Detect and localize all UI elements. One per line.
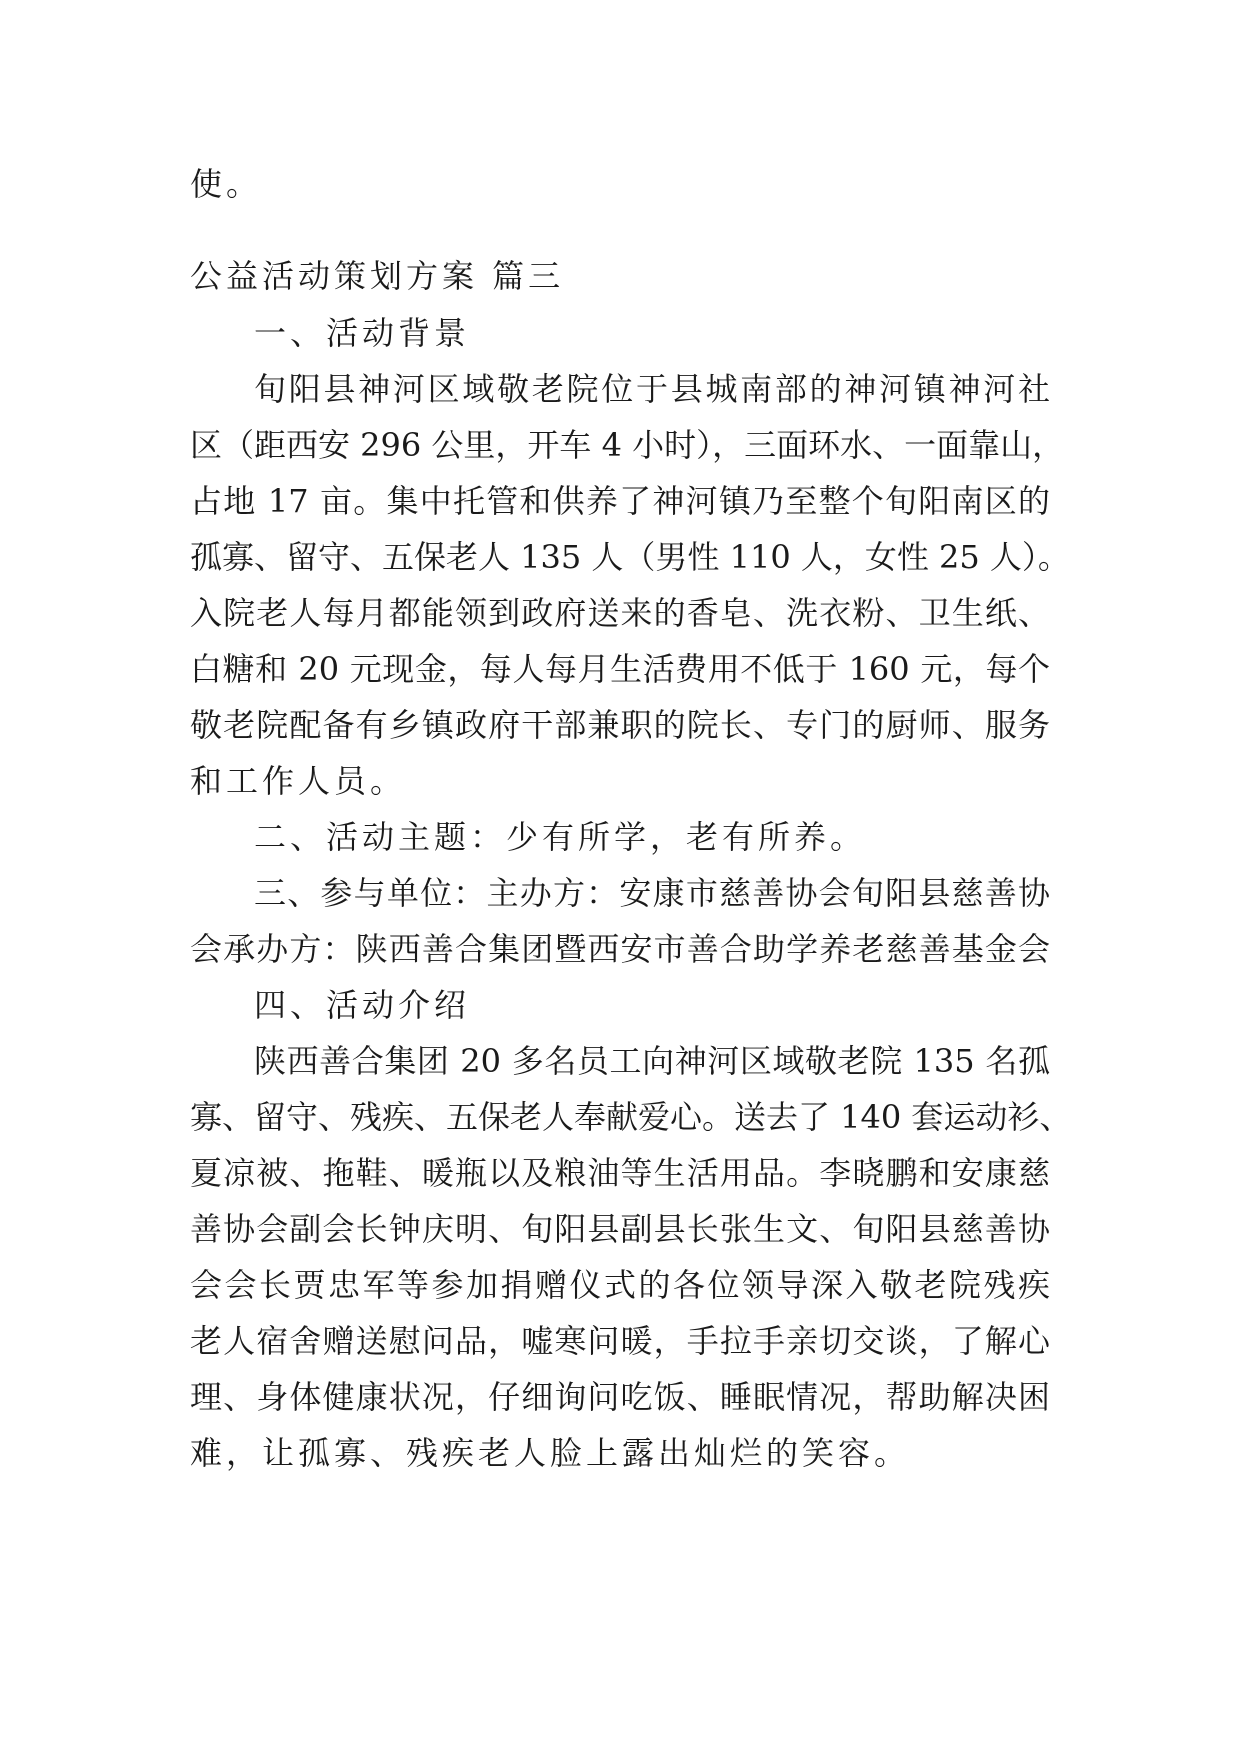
heading-background: 一、活动背景	[254, 314, 471, 352]
text-line: 敬老院配备有乡镇政府干部兼职的院长、专门的厨师、服务	[190, 706, 1050, 744]
heading-introduction: 四、活动介绍	[254, 986, 471, 1024]
text-line: 入院老人每月都能领到政府送来的香皂、洗衣粉、卫生纸、	[190, 594, 1050, 632]
text-line: 陕西善合集团 20 多名员工向神河区域敬老院 135 名孤	[254, 1042, 1050, 1080]
text-line: 和工作人员。	[190, 762, 407, 800]
section-title: 公益活动策划方案 篇三	[190, 257, 565, 295]
text-line: 白糖和 20 元现金，每人每月生活费用不低于 160 元，每个	[190, 650, 1050, 688]
text-line: 寡、留守、残疾、五保老人奉献爱心。送去了 140 套运动衫、	[190, 1098, 1072, 1136]
text-line: 会会长贾忠军等参加捐赠仪式的各位领导深入敬老院残疾	[190, 1266, 1050, 1304]
text-line: 占地 17 亩。集中托管和供养了神河镇乃至整个旬阳南区的	[190, 482, 1050, 520]
text-line: 会承办方：陕西善合集团暨西安市善合助学养老慈善基金会	[190, 930, 1050, 968]
heading-participants: 三、参与单位：主办方：安康市慈善协会旬阳县慈善协	[254, 874, 1050, 912]
text-line: 区（距西安 296 公里，开车 4 小时），三面环水、一面靠山，	[190, 426, 1065, 464]
text-line: 老人宿舍赠送慰问品，嘘寒问暖，手拉手亲切交谈，了解心	[190, 1322, 1050, 1360]
text-line: 孤寡、留守、五保老人 135 人（男性 110 人，女性 25 人）。	[190, 538, 1070, 576]
text-line: 难，让孤寡、残疾老人脸上露出灿烂的笑容。	[190, 1434, 911, 1472]
text-line: 使。	[190, 165, 263, 203]
text-line: 理、身体健康状况，仔细询问吃饭、睡眠情况，帮助解决困	[190, 1378, 1050, 1416]
text-line: 夏凉被、拖鞋、暖瓶以及粮油等生活用品。李晓鹏和安康慈	[190, 1154, 1050, 1192]
text-line: 善协会副会长钟庆明、旬阳县副县长张生文、旬阳县慈善协	[190, 1210, 1050, 1248]
text-line: 旬阳县神河区域敬老院位于县城南部的神河镇神河社	[254, 370, 1050, 408]
heading-theme: 二、活动主题：少有所学，老有所养。	[254, 818, 867, 856]
